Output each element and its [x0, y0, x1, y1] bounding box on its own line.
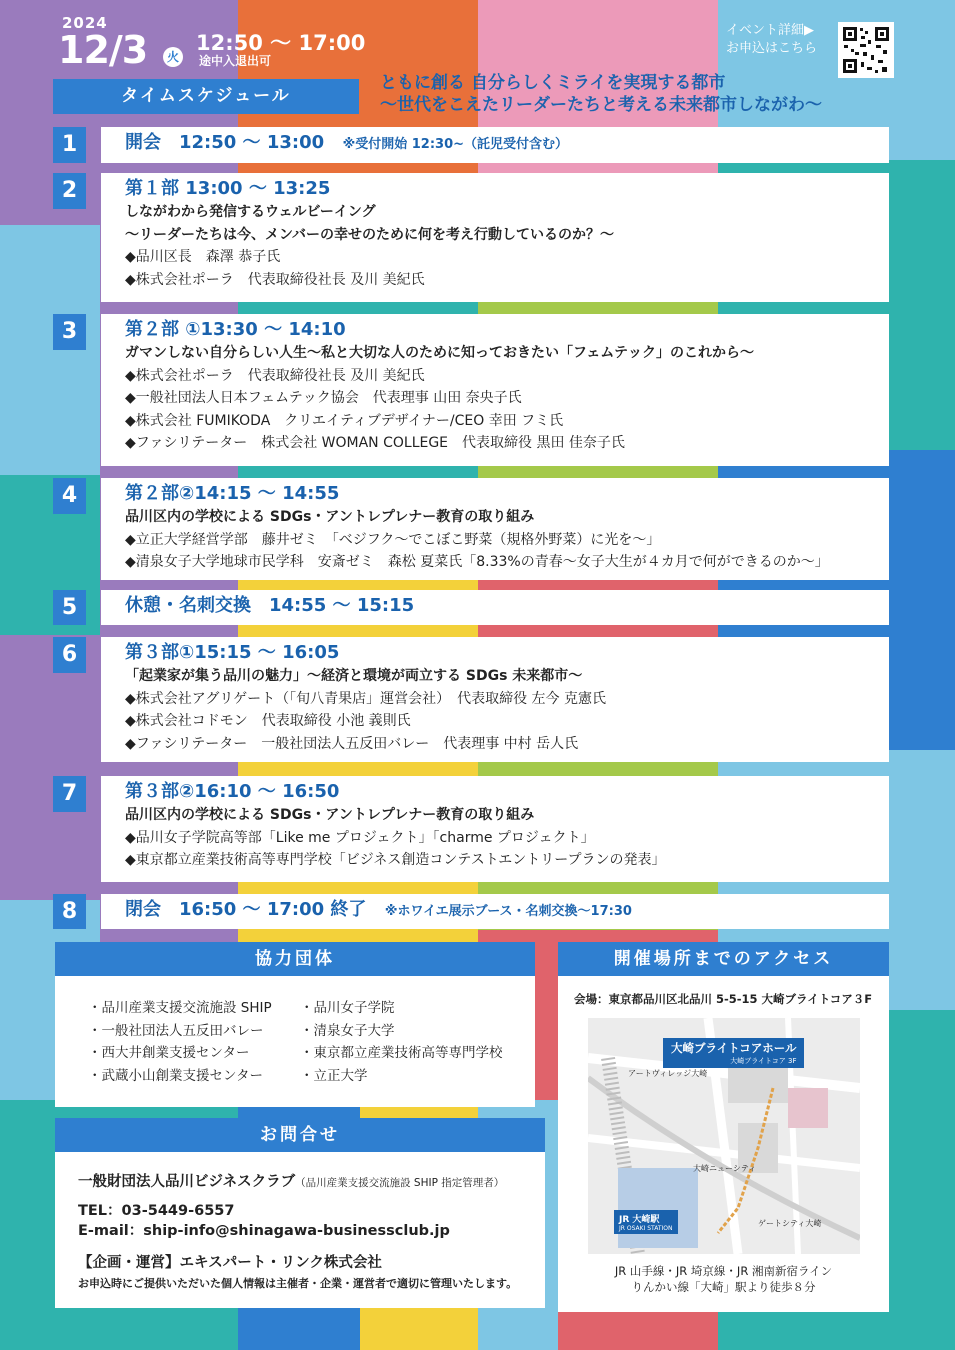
contact-details — [78, 1201, 450, 1241]
schedule-item-opening — [101, 127, 889, 163]
schedule-item-part3-1 — [101, 637, 889, 762]
qr-code-icon[interactable] — [838, 22, 894, 78]
day-of-week-badge: 火 — [163, 47, 183, 67]
event-detail-line2: お申込はこちら — [726, 41, 818, 56]
venue-address: 会場：東京都品川区北品川 5-5-15 大崎ブライトコア３F — [574, 992, 873, 1006]
partners-title: 協力団体 — [55, 942, 535, 976]
theme-line2: ～世代をこえたリーダーたちと考える未来都市しながわ～ — [380, 95, 822, 115]
row-number: 3 — [53, 314, 86, 350]
partner-item: ・一般社団法人五反田バレー — [88, 1022, 264, 1039]
partner-item: ・西大井創業支援センター — [88, 1045, 250, 1061]
item-subtitle: ガマンしない自分らしい人生～私と大切な人のために知っておきたい「フェムテック」のこれから～ — [125, 345, 755, 361]
schedule-item-part2-2 — [101, 478, 889, 580]
contact-org-name: 一般財団法人品川ビジネスクラブ — [78, 1174, 296, 1190]
entry-note: 途中入退出可 — [199, 54, 272, 68]
partner-item: ・清泉女子大学 — [300, 1022, 395, 1039]
speaker-line: ◆株式会社ポーラ 代表取締役社長 及川 美紀氏 — [125, 367, 425, 384]
item-subtitle2: ～リーダーたちは今、メンバーの幸せのために何を考え行動しているのか？～ — [125, 226, 615, 243]
event-date: 12/3 — [58, 28, 148, 72]
map-label-gatecity: ゲートシティ大崎 — [758, 1219, 822, 1228]
schedule-item-part3-2 — [101, 776, 889, 882]
speaker-line: ◆立正大学経営学部 藤井ゼミ 「ベジフク～でこぼこ野菜（規格外野菜）に光を～」 — [125, 531, 661, 548]
contact-planner: 【企画・運営】エキスパート・リンク株式会社 — [78, 1255, 382, 1271]
item-heading: 第３部②16:10 ～ 16:50 — [125, 781, 340, 802]
contact-org-note: （品川産業支援交流施設 SHIP 指定管理者） — [295, 1177, 505, 1189]
item-note: ※ホワイエ展示ブース・名刺交換～17:30 — [384, 904, 632, 919]
partner-item: ・武蔵小山創業支援センター — [88, 1067, 263, 1084]
speaker-line: ◆株式会社コドモン 代表取締役 小池 義則氏 — [125, 713, 411, 729]
item-heading: 第３部①15:15 ～ 16:05 — [125, 642, 340, 663]
contact-email[interactable]: E-mail：ship-info@shinagawa-businessclub.jp — [78, 1223, 450, 1239]
schedule-item-part1 — [101, 173, 889, 302]
item-heading: 開会 12:50 ～ 13:00 — [125, 132, 325, 153]
schedule-item-part2-1 — [101, 314, 889, 466]
map-hall-name: 大崎ブライトコアホール — [671, 1041, 797, 1055]
schedule-item-break — [101, 590, 889, 625]
item-subtitle: しながわから発信するウェルビーイング — [125, 204, 376, 220]
partner-item: ・品川産業支援交流施設 SHIP — [88, 1000, 272, 1016]
speaker-line: ◆株式会社 FUMIKODA クリエイティブデザイナー/CEO 幸田 フミ氏 — [125, 412, 564, 429]
event-detail-link[interactable] — [726, 22, 817, 58]
row-number: 8 — [53, 894, 86, 929]
map-hall-sub: 大崎ブライトコア 3F — [730, 1057, 797, 1065]
item-subtitle: 「起業家が集う品川の魅力」～経済と環境が両立する SDGs 未来都市～ — [125, 668, 583, 684]
item-note: ※受付開始 12:30~（託児受付含む） — [342, 137, 569, 152]
item-subtitle: 品川区内の学校による SDGs・アントレプレナー教育の取り組み — [125, 807, 535, 823]
theme-line1: ともに創る 自分らしくミライを実現する都市 — [380, 73, 726, 93]
schedule-item-closing — [101, 894, 889, 929]
partners-list-right — [300, 997, 503, 1087]
route-line1: JR 山手線・JR 埼京線・JR 湘南新宿ライン — [614, 1264, 833, 1278]
contact-tel[interactable]: TEL：03-5449-6557 — [78, 1203, 235, 1219]
partner-item: ・立正大学 — [300, 1067, 368, 1084]
privacy-note: お申込時にご提供いただいた個人情報は主催者・企業・運営者で適切に管理いたします。 — [78, 1277, 518, 1290]
speaker-line: ◆ファシリテーター 株式会社 WOMAN COLLEGE 代表取締役 黒田 佳奈子氏 — [125, 435, 625, 451]
item-heading: 休憩・名刺交換 14:55 ～ 15:15 — [125, 595, 415, 616]
map-hall-label — [663, 1038, 804, 1068]
access-map[interactable] — [588, 1018, 860, 1254]
item-heading: 閉会 16:50 ～ 17:00 終了 — [125, 899, 367, 920]
row-number: 6 — [53, 637, 86, 673]
speaker-line: ◆品川女子学院高等部「Like me プロジェクト」「charme プロジェクト」 — [125, 829, 595, 846]
speaker-line: ◆株式会社アグリゲート（「旬八青果店」運営会社） 代表取締役 左今 克憲氏 — [125, 690, 606, 707]
map-station-sub: JR OSAKI STATION — [619, 1225, 673, 1232]
event-time: 12:50 ～ 17:00 — [196, 31, 366, 55]
speaker-line: ◆ファシリテーター 一般社団法人五反田バレー 代表理事 中村 岳人氏 — [125, 735, 579, 752]
map-station-name: JR 大崎駅 — [619, 1215, 660, 1225]
partner-item: ・品川女子学院 — [300, 1000, 395, 1016]
partner-item: ・東京都立産業技術高等専門学校 — [300, 1045, 503, 1061]
speaker-line: ◆東京都立産業技術高等専門学校「ビジネス創造コンテストエントリープランの発表」 — [125, 852, 666, 868]
row-number: 1 — [53, 127, 86, 163]
access-title: 開催場所までのアクセス — [558, 942, 889, 976]
item-subtitle: 品川区内の学校による SDGs・アントレプレナー教育の取り組み — [125, 509, 535, 525]
event-detail-line1: イベント詳細▶ — [726, 23, 814, 38]
access-routes — [558, 1263, 889, 1295]
route-line2: りんかい線「大崎」駅より徒歩８分 — [631, 1280, 816, 1294]
item-heading: 第１部 13:00 ～ 13:25 — [125, 178, 331, 199]
item-heading: 第２部②14:15 ～ 14:55 — [125, 483, 340, 504]
event-theme — [380, 72, 900, 116]
speaker-line: ◆品川区長 森澤 恭子氏 — [125, 249, 281, 265]
speaker-line: ◆株式会社ポーラ 代表取締役社長 及川 美紀氏 — [125, 271, 425, 288]
row-number: 2 — [53, 173, 86, 209]
partners-list-left — [88, 997, 272, 1087]
contact-title: お問合せ — [55, 1118, 545, 1152]
row-number: 5 — [53, 590, 86, 625]
map-label-newcity: 大崎ニューシティ — [693, 1164, 757, 1173]
map-station-label — [614, 1210, 678, 1234]
map-label-artvillage: アートヴィレッジ大崎 — [628, 1069, 708, 1078]
row-number: 7 — [53, 776, 86, 812]
item-heading: 第２部 ①13:30 ～ 14:10 — [125, 319, 346, 340]
speaker-line: ◆一般社団法人日本フェムテック協会 代表理事 山田 奈央子氏 — [125, 390, 522, 406]
speaker-line: ◆清泉女子大学地球市民学科 安斎ゼミ 森松 夏菜氏「8.33%の青春～女子大生が４カ月で何ができるのか～」 — [125, 554, 829, 570]
schedule-label: タイムスケジュール — [53, 79, 359, 114]
event-year: 2024 — [62, 14, 108, 32]
contact-org — [78, 1170, 504, 1191]
row-number: 4 — [53, 478, 86, 514]
